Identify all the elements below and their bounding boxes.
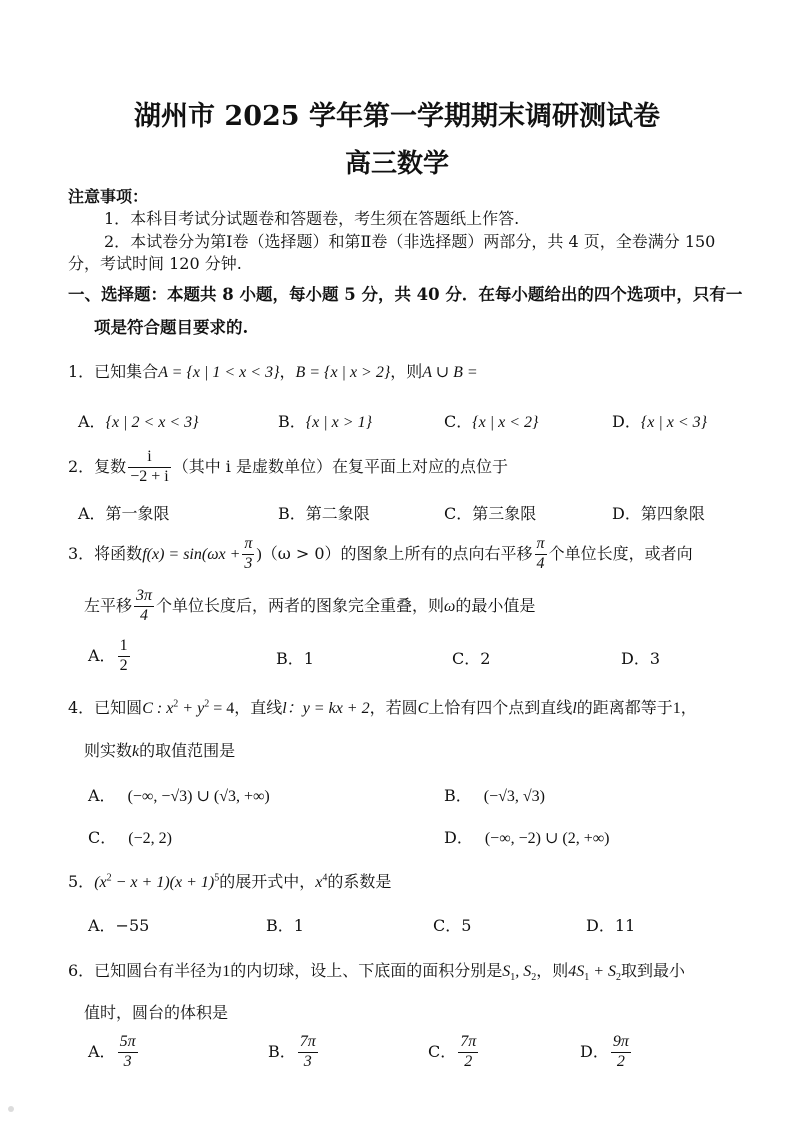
q1-expression: A ∪ B = bbox=[422, 364, 478, 381]
q1-option-c: C．{x | x < 2} bbox=[444, 412, 539, 431]
question-5: 5．$(x^2 - x + 1)(x + 1)^5$的展开式中，$x^4$的系数是 bbox=[68, 872, 392, 891]
q3-tail-1: 个单位长度，或者向 bbox=[548, 543, 693, 563]
question-3-line-2 bbox=[84, 588, 535, 625]
q2-option-d: D．第四象限 bbox=[612, 504, 705, 523]
question-1 bbox=[68, 359, 478, 382]
q1-stem: 1．已知集合 bbox=[68, 362, 159, 381]
q3-fraction-3pi-4: $\frac{3\pi}{4}$ bbox=[136, 587, 153, 624]
q2-option-b: B．第二象限 bbox=[278, 504, 370, 523]
q3-option-a: A． $\frac{1}{2}$ bbox=[88, 637, 128, 674]
q6-option-a: A． $\frac{5\pi}{3}$ bbox=[88, 1033, 136, 1070]
q3-fraction-pi-4: $\frac{\pi}{4}$ bbox=[536, 535, 545, 572]
q2-option-c: C．第三象限 bbox=[444, 504, 537, 523]
q3-tail-3: 的最小值是 bbox=[455, 595, 536, 615]
q5-option-c: C．5 bbox=[433, 916, 472, 935]
q3-option-c: C．2 bbox=[452, 649, 491, 668]
q3-omega: ω bbox=[444, 597, 456, 615]
notice-item-1: 1．本科目考试分试题卷和答题卷，考生须在答题纸上作答. bbox=[104, 209, 520, 228]
q6-option-c: C． $\frac{7\pi}{2}$ bbox=[428, 1033, 477, 1070]
q5-option-d: D．11 bbox=[586, 916, 636, 935]
q2-option-a: A．第一象限 bbox=[78, 504, 170, 523]
q3-stem: 3．将函数 bbox=[68, 543, 143, 563]
q4-option-a: A． (−∞, −√3) ∪ (√3, +∞) bbox=[88, 786, 270, 805]
q3-paren: ) bbox=[256, 545, 262, 563]
question-4-line-1: 4．已知圆C : $x^2 + y^2 = 4$，直线l：y = kx + 2，若圆C上恰有四个点到直线l的距离都等于1， bbox=[68, 698, 697, 717]
q6-option-b: B． $\frac{7\pi}{3}$ bbox=[268, 1033, 316, 1070]
q2-fraction: $\frac{i}{-2 + i}$ bbox=[130, 448, 169, 485]
section-heading-line-1: 一、选择题：本题共 8 小题，每小题 5 分，共 40 分．在每小题给出的四个选项中，只有一 bbox=[68, 285, 743, 304]
exam-subject: 高三数学 bbox=[344, 149, 449, 179]
notice-item-2-line-1: 2．本试卷分为第Ⅰ卷（选择题）和第Ⅱ卷（非选择题）两部分，共 4 页，全卷满分 150 bbox=[104, 232, 716, 251]
section-heading-line-2: 项是符合题目要求的. bbox=[94, 318, 249, 337]
q6-option-d: D． $\frac{9\pi}{2}$ bbox=[580, 1033, 629, 1070]
q1-set-a: A = {x | 1 < x < 3} bbox=[158, 364, 280, 381]
q4-option-d: D． (−∞, −2) ∪ (2, +∞) bbox=[444, 828, 610, 847]
question-3-line-1 bbox=[68, 536, 693, 573]
q5-option-a: A．−55 bbox=[88, 916, 150, 935]
q1-comma: ， bbox=[279, 362, 296, 381]
q3-fraction-half: $\frac{1}{2}$ bbox=[119, 637, 128, 674]
q1-set-b: B = {x | x > 2} bbox=[295, 364, 391, 381]
q1-tail: ，则 bbox=[390, 362, 423, 381]
q1-option-d: D．{x | x < 3} bbox=[612, 412, 708, 431]
q3-fraction-pi-3: $\frac{\pi}{3}$ bbox=[244, 535, 253, 572]
q3-left-shift: 左平移 bbox=[84, 595, 133, 615]
scan-artifact-dot bbox=[8, 1106, 14, 1112]
q3-function: f(x) = sin(ωx + bbox=[142, 545, 241, 563]
q3-condition: （ω > 0）的图象上所有的点向右平移 bbox=[261, 543, 533, 563]
q3-tail-2: 个单位长度后，两者的图象完全重叠，则 bbox=[156, 595, 445, 615]
q1-option-a: A．{x | 2 < x < 3} bbox=[78, 412, 199, 431]
q3-option-b: B．1 bbox=[276, 649, 314, 668]
q2-tail: （其中 i 是虚数单位）在复平面上对应的点位于 bbox=[172, 456, 508, 476]
question-2 bbox=[68, 449, 508, 486]
notice-label: 注意事项： bbox=[68, 187, 149, 206]
exam-title: 湖州市 2025 学年第一学期期末调研测试卷 bbox=[134, 101, 660, 132]
q3-option-d: D．3 bbox=[621, 649, 661, 668]
question-6-line-2: 值时，圆台的体积是 bbox=[84, 1003, 229, 1022]
q5-option-b: B．1 bbox=[266, 916, 304, 935]
question-4-line-2: 则实数k的取值范围是 bbox=[84, 741, 236, 760]
q4-option-b: B． (−√3, √3) bbox=[444, 786, 546, 805]
q1-option-b: B．{x | x > 1} bbox=[278, 412, 372, 431]
question-6-line-1: 6．已知圆台有半径为1的内切球，设上、下底面的面积分别是$S_1$, $S_2$，则$4S_1 + S_2$取到最小 bbox=[68, 961, 686, 984]
q4-option-c: C． (−2, 2) bbox=[88, 828, 172, 847]
notice-item-2-line-2: 分，考试时间 120 分钟. bbox=[68, 254, 242, 273]
q2-stem: 2．复数 bbox=[68, 456, 127, 476]
